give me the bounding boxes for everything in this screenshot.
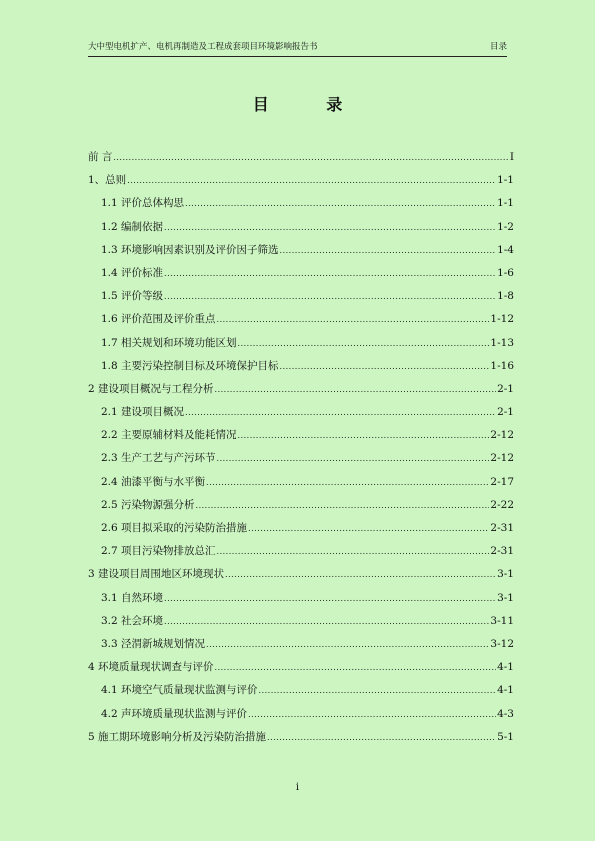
header-section-name: 目录 xyxy=(489,42,507,52)
toc-leader-dots xyxy=(248,703,496,726)
toc-entry-page: 2-17 xyxy=(490,475,514,488)
toc-leader-dots xyxy=(280,355,490,378)
toc-entry-page: 1-16 xyxy=(490,359,514,372)
toc-entry-page: 4-3 xyxy=(497,707,514,720)
toc-entry-page: 3-12 xyxy=(490,637,514,650)
toc-entry-page: 3-1 xyxy=(497,591,514,604)
toc-entry-label: 2.5 污染物源强分析 xyxy=(101,498,195,511)
toc-entry-label: 3.3 泾渭新城规划情况 xyxy=(101,637,206,650)
toc-entry-label: 2.7 项目污染物排放总汇 xyxy=(101,545,216,558)
toc-leader-dots xyxy=(259,679,497,702)
toc-entry[interactable] xyxy=(88,633,514,656)
table-of-contents xyxy=(88,146,514,749)
toc-leader-dots xyxy=(238,332,490,355)
toc-entry[interactable] xyxy=(88,192,514,215)
toc-leader-dots xyxy=(164,262,496,285)
toc-leader-dots xyxy=(113,146,509,169)
toc-entry-page: 1-6 xyxy=(497,266,514,279)
toc-entry[interactable] xyxy=(88,447,514,470)
toc-entry-label: 前 言 xyxy=(88,151,113,163)
toc-entry-label: 2.3 生产工艺与产污环节 xyxy=(101,452,216,465)
toc-entry-page: 3-1 xyxy=(497,568,514,581)
toc-entry-page: 2-1 xyxy=(497,382,514,395)
toc-entry[interactable] xyxy=(88,424,514,447)
toc-entry-label: 1.7 相关规划和环境功能区划 xyxy=(101,336,237,349)
toc-entry-page: 1-2 xyxy=(497,220,514,233)
toc-leader-dots xyxy=(164,216,496,239)
toc-entry-label: 4.2 声环境质量现状监测与评价 xyxy=(101,707,248,720)
toc-entry-label: 1.3 环境影响因素识别及评价因子筛选 xyxy=(101,243,279,256)
toc-title: 目 录 xyxy=(252,95,369,114)
toc-entry-page: 3-11 xyxy=(490,614,514,627)
toc-entry[interactable] xyxy=(88,517,514,540)
toc-entry[interactable] xyxy=(88,332,514,355)
toc-entry[interactable] xyxy=(88,610,514,633)
toc-entry-label: 3.2 社会环境 xyxy=(101,614,164,627)
toc-entry-page: 2-1 xyxy=(497,406,514,419)
toc-entry-label: 1.2 编制依据 xyxy=(101,220,164,233)
toc-entry[interactable] xyxy=(88,401,514,424)
toc-entry-label: 2.4 油漆平衡与水平衡 xyxy=(101,475,206,488)
toc-leader-dots xyxy=(206,471,489,494)
toc-entry[interactable] xyxy=(88,703,514,726)
toc-leader-dots xyxy=(196,494,490,517)
page-number: i xyxy=(295,782,300,793)
toc-entry[interactable] xyxy=(88,285,514,308)
toc-entry-label: 3.1 自然环境 xyxy=(101,591,164,604)
toc-entry-label: 1.6 评价范围及评价重点 xyxy=(101,313,216,326)
toc-entry-page: 2-12 xyxy=(490,429,514,442)
toc-entry[interactable] xyxy=(88,262,514,285)
toc-entry[interactable] xyxy=(88,679,514,702)
toc-entry-label: 5 施工期环境影响分析及污染防治措施 xyxy=(88,730,267,743)
toc-entry-page: I xyxy=(509,151,514,163)
toc-entry-page: 5-1 xyxy=(497,730,514,743)
toc-entry[interactable] xyxy=(88,494,514,517)
toc-entry[interactable] xyxy=(88,471,514,494)
toc-entry-page: 1-4 xyxy=(497,243,514,256)
toc-leader-dots xyxy=(127,169,496,192)
toc-entry-label: 2.2 主要原辅材料及能耗情况 xyxy=(101,429,237,442)
toc-entry[interactable] xyxy=(88,656,514,679)
toc-leader-dots xyxy=(238,424,490,447)
toc-leader-dots xyxy=(280,239,497,262)
toc-entry-label: 2 建设项目概况与工程分析 xyxy=(88,382,214,395)
toc-entry[interactable] xyxy=(88,169,514,192)
toc-entry-label: 1、总则 xyxy=(88,174,127,187)
toc-entry-page: 4-1 xyxy=(497,661,514,674)
toc-entry-page: 1-13 xyxy=(490,336,514,349)
toc-entry[interactable] xyxy=(88,239,514,262)
toc-entry-label: 1.4 评价标准 xyxy=(101,266,164,279)
toc-entry-page: 1-12 xyxy=(490,313,514,326)
toc-leader-dots xyxy=(164,285,496,308)
toc-entry-label: 3 建设项目周围地区环境现状 xyxy=(88,568,225,581)
toc-leader-dots xyxy=(185,401,496,424)
toc-leader-dots xyxy=(217,540,490,563)
toc-entry[interactable] xyxy=(88,540,514,563)
toc-leader-dots xyxy=(217,308,490,331)
toc-entry[interactable] xyxy=(88,216,514,239)
toc-entry-label: 4 环境质量现状调查与评价 xyxy=(88,661,214,674)
toc-entry-label: 1.5 评价等级 xyxy=(101,290,164,303)
toc-leader-dots xyxy=(248,517,489,540)
toc-entry-page: 2-31 xyxy=(490,522,514,534)
toc-entry-page: 2-22 xyxy=(490,498,514,511)
toc-leader-dots xyxy=(164,587,496,610)
toc-entry-page: 1-1 xyxy=(497,174,514,187)
toc-leader-dots xyxy=(206,633,489,656)
header-document-title: 大中型电机扩产、电机再制造及工程成套项目环境影响报告书 xyxy=(88,42,318,52)
toc-entry-label: 2.6 项目拟采取的污染防治措施 xyxy=(101,522,248,534)
toc-leader-dots xyxy=(215,656,497,679)
toc-entry-page: 2-12 xyxy=(490,452,514,465)
toc-entry-label: 1.1 评价总体构思 xyxy=(101,197,185,210)
toc-entry[interactable] xyxy=(88,378,514,401)
toc-entry[interactable] xyxy=(88,355,514,378)
toc-leader-dots xyxy=(215,378,497,401)
toc-entry-label: 1.8 主要污染控制目标及环境保护目标 xyxy=(101,359,279,372)
toc-entry[interactable] xyxy=(88,726,514,749)
toc-entry-page: 4-1 xyxy=(497,684,514,697)
toc-entry-page: 1-1 xyxy=(497,197,514,210)
toc-leader-dots xyxy=(185,192,496,215)
toc-entry-page: 1-8 xyxy=(497,290,514,303)
toc-entry[interactable] xyxy=(88,146,514,169)
toc-entry-label: 4.1 环境空气质量现状监测与评价 xyxy=(101,684,258,697)
toc-entry[interactable] xyxy=(88,563,514,586)
toc-leader-dots xyxy=(267,726,496,749)
toc-entry-label: 2.1 建设项目概况 xyxy=(101,406,185,419)
toc-entry[interactable] xyxy=(88,587,514,610)
toc-leader-dots xyxy=(217,447,490,470)
toc-entry[interactable] xyxy=(88,308,514,331)
toc-entry-page: 2-31 xyxy=(490,545,514,558)
toc-leader-dots xyxy=(225,563,496,586)
toc-leader-dots xyxy=(164,610,489,633)
page-header xyxy=(88,40,507,57)
